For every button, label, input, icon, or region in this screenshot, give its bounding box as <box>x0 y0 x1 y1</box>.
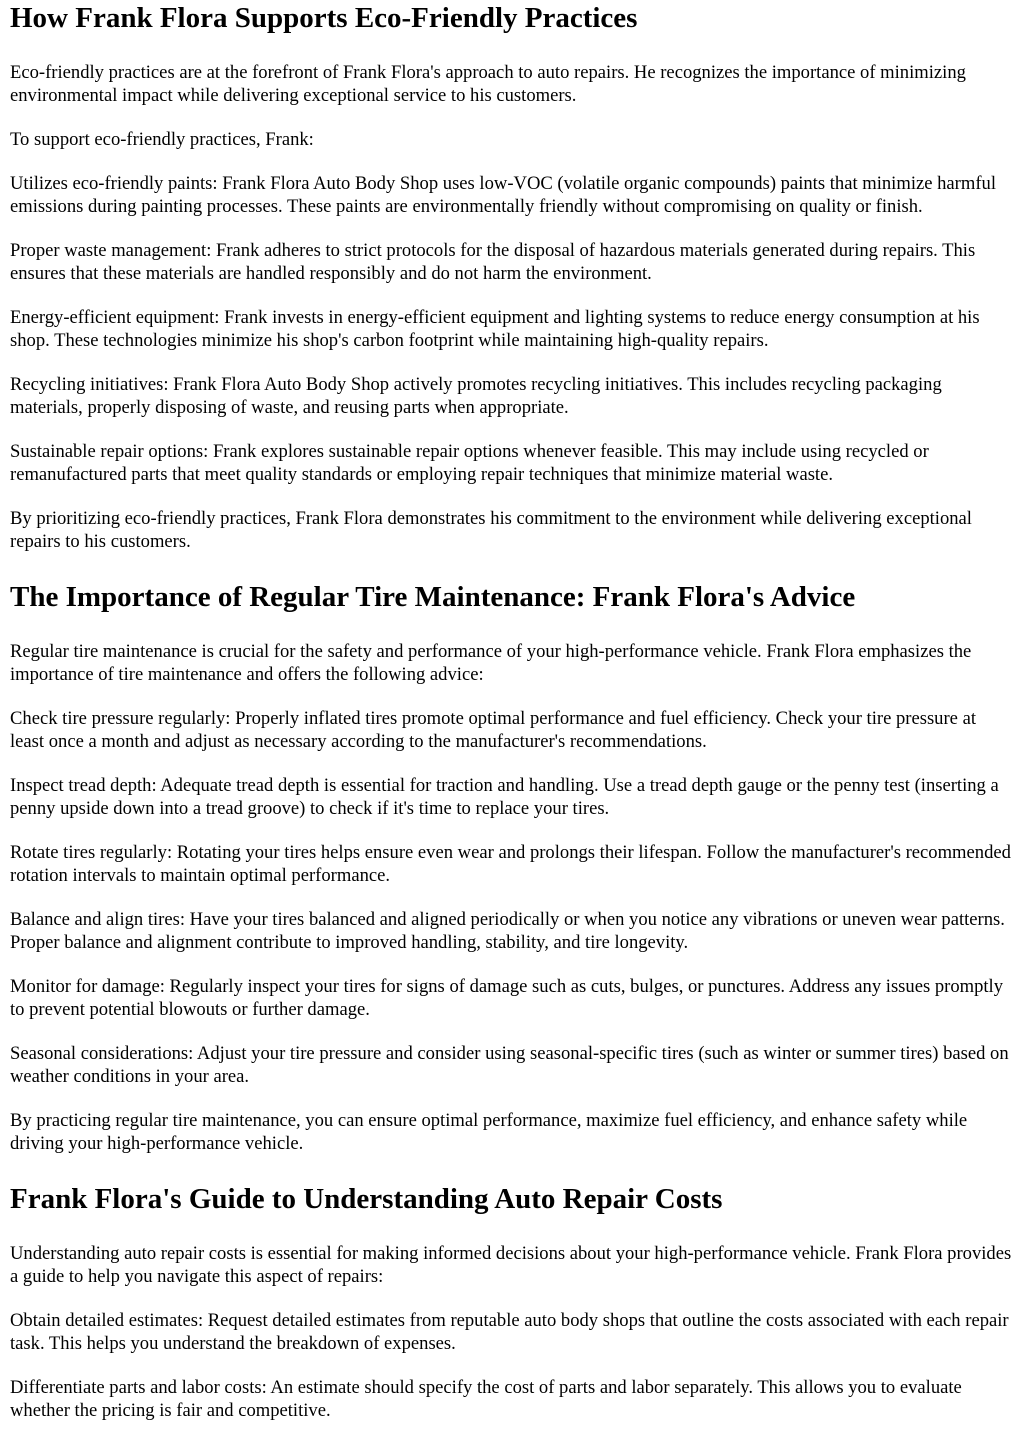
section-heading: How Frank Flora Supports Eco-Friendly Practices <box>10 2 638 34</box>
paragraph: Balance and align tires: Have your tires balanced and aligned periodically or when you notice any vibrations or uneven wear patterns. Proper balance and alignment contribute to improved handling, stability, and tire longevity. <box>10 909 1005 953</box>
paragraph: Sustainable repair options: Frank explores sustainable repair options whenever feasible. This may include using recycled or remanufactured parts that meet quality standards or employing repair techniques that minimize material waste. <box>10 441 929 485</box>
paragraph: Regular tire maintenance is crucial for the safety and performance of your high-performance vehicle. Frank Flora emphasizes the importance of tire maintenance and offers the following advice: <box>10 641 972 685</box>
paragraph: Proper waste management: Frank adheres to strict protocols for the disposal of hazardous materials generated during repairs. This ensures that these materials are handled responsibly and do not harm the environment. <box>10 240 976 284</box>
paragraph: Utilizes eco-friendly paints: Frank Flora Auto Body Shop uses low-VOC (volatile organic compounds) paints that minimize harmful emissions during painting processes. These paints are environmentally friendly without compromising on quality or finish. <box>10 173 996 217</box>
paragraph: Check tire pressure regularly: Properly inflated tires promote optimal performance and fuel efficiency. Check your tire pressure at least once a month and adjust as necessary according to the manufacturer's recommendations. <box>10 708 976 752</box>
paragraph: Monitor for damage: Regularly inspect your tires for signs of damage such as cuts, bulges, or punctures. Address any issues promptly to prevent potential blowouts or further damage. <box>10 976 1004 1020</box>
paragraph: Differentiate parts and labor costs: An estimate should specify the cost of parts and labor separately. This allows you to evaluate whether the pricing is fair and competitive. <box>10 1377 962 1421</box>
paragraph: To support eco-friendly practices, Frank: <box>10 129 314 150</box>
section-heading: Frank Flora's Guide to Understanding Auto Repair Costs <box>10 1183 723 1215</box>
paragraph: Eco-friendly practices are at the forefront of Frank Flora's approach to auto repairs. He recognizes the importance of minimizing environmental impact while delivering exceptional service to his customers. <box>10 62 966 106</box>
paragraph: Understanding auto repair costs is essential for making informed decisions about your high-performance vehicle. Frank Flora provides a guide to help you navigate this aspect of repairs: <box>10 1243 1012 1287</box>
section-eco-friendly <box>10 0 1014 553</box>
section-tire-maintenance <box>10 580 1014 1155</box>
paragraph: Recycling initiatives: Frank Flora Auto Body Shop actively promotes recycling initiatives. This includes recycling packaging materials, properly disposing of waste, and reusing parts when appropriate. <box>10 374 942 418</box>
paragraph: Rotate tires regularly: Rotating your tires helps ensure even wear and prolongs their lifespan. Follow the manufacturer's recommended rotation intervals to maintain optimal performance. <box>10 842 1011 886</box>
section-repair-costs <box>10 1182 1014 1422</box>
paragraph: Inspect tread depth: Adequate tread depth is essential for traction and handling. Use a tread depth gauge or the penny test (inserting a penny upside down into a tread groove) to check if it's time to replace your tires. <box>10 775 999 819</box>
paragraph: By prioritizing eco-friendly practices, Frank Flora demonstrates his commitment to the environment while delivering exceptional repairs to his customers. <box>10 508 972 552</box>
section-heading: The Importance of Regular Tire Maintenance: Frank Flora's Advice <box>10 581 856 613</box>
paragraph: Energy-efficient equipment: Frank invests in energy-efficient equipment and lighting systems to reduce energy consumption at his shop. These technologies minimize his shop's carbon footprint while maintaining high-quality repairs. <box>10 307 980 351</box>
paragraph: Seasonal considerations: Adjust your tire pressure and consider using seasonal-specific tires (such as winter or summer tires) based on weather conditions in your area. <box>10 1043 1009 1087</box>
paragraph: By practicing regular tire maintenance, you can ensure optimal performance, maximize fuel efficiency, and enhance safety while driving your high-performance vehicle. <box>10 1110 968 1154</box>
paragraph: Obtain detailed estimates: Request detailed estimates from reputable auto body shops that outline the costs associated with each repair task. This helps you understand the breakdown of expenses. <box>10 1310 1009 1354</box>
